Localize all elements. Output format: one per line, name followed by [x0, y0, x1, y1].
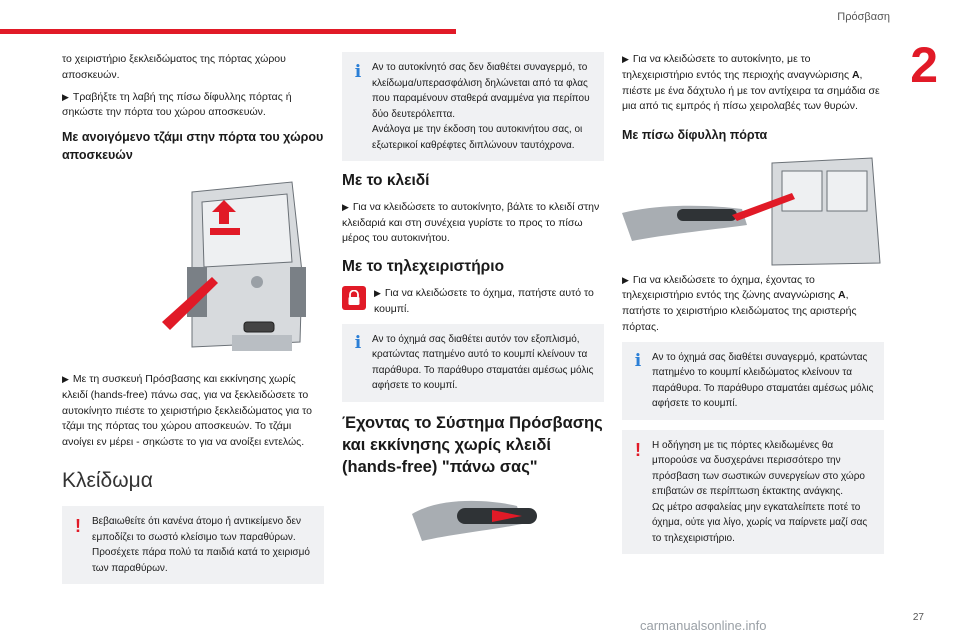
arrow-icon: ▶ [342, 201, 349, 212]
arrow-icon: ▶ [622, 54, 629, 64]
page-number: 27 [912, 612, 924, 623]
warning-icon: ! [635, 439, 641, 460]
info-box: i Αν το όχημά σας διαθέτει αυτόν τον εξοπλισμό, κρατώντας πατημένο αυτό το κουμπί κλείνουν τα παράθυρα. Το παράθυρο σταματάει αμέσως μόλις αφήσετε το κουμπί. [342, 324, 604, 402]
info-box: i Αν το αυτοκίνητό σας δεν διαθέτει συναγερμό, το κλείδωμα/υπερασφάλιση δηλώνεται από τα φλας που παραμένουν σταθερά αναμμένα για περίπου δύο δευτερόλεπτα. Ανάλογα με την έκδοση του αυτοκινήτου σας, οι εξωτερικοί καθρέφτες διπλώνουν ταυτόχρονα. [342, 52, 604, 161]
remote-lock-row: ▶ Για να κλειδώσετε το όχημα, πατήστε αυτό το κουμπί. [342, 286, 604, 318]
van-rear-illustration [62, 172, 324, 372]
door-handle-illustration [342, 486, 604, 556]
arrow-icon: ▶ [374, 288, 381, 299]
info-box: i Αν το όχημά σας διαθέτει συναγερμό, κρατώντας πατημένο το κουμπί κλειδώματος κλείνουν τα παράθυρα. Το παράθυρο σταματάει αμέσως μόλις αφήσετε το κουμπί. [622, 342, 884, 420]
top-accent-bar [0, 29, 456, 34]
column-2 [342, 52, 604, 556]
paragraph: ▶ Για να κλειδώσετε το όχημα, έχοντας το τηλεχειριστήριο εντός της ζώνης αναγνώρισης A, πατήστε το χειριστήριο κλειδώματος της αριστερής πόρτας. [622, 273, 857, 333]
section-heading-lock: Κλείδωμα [62, 468, 153, 492]
info-icon: i [634, 351, 642, 371]
info-icon: i [354, 61, 362, 82]
arrow-icon: ▶ [62, 374, 69, 384]
rear-door-illustration [622, 153, 884, 273]
section-title: Πρόσβαση [837, 11, 890, 23]
tailgate-window-illustration [62, 172, 324, 372]
paragraph: ▶ Με τη συσκευή Πρόσβασης και εκκίνησης χωρίς κλειδί (hands-free) πάνω σας, για να ξεκλειδώσετε το αυτοκίνητο πιέστε το χειριστήριο ξεκλειδώματος για το τζάμι της πόρτας του χώρου αποσκευών. Το τζάμι ανοίγει εν μέρει - σηκώστε το για να ανοίξει εντελώς. [62, 373, 312, 448]
column-1 [62, 52, 324, 594]
paragraph: ▶ Για να κλειδώσετε το αυτοκίνητο, με το τηλεχειριστήριο εντός της περιοχής αναγνώρισης A, πιέστε με ένα δάχτυλο ή με τον αντίχειρα τα σημάδια σε μια από τις εμπρός ή πίσω χειρολαβές των θυρών. [622, 53, 880, 113]
lock-icon [342, 286, 366, 310]
subheading: Με ανοιγόμενο τζάμι στην πόρτα του χώρου αποσκευών [62, 130, 324, 162]
warning-box: ! Βεβαιωθείτε ότι κανένα άτομο ή αντικείμενο δεν εμποδίζει το σωστό κλείσιμο των παραθύρων. Προσέχετε πάρα πολύ τα παιδιά κατά το χειρισμό των παραθύρων. [62, 506, 324, 584]
chapter-number: 2 [910, 37, 938, 93]
paragraph: το χειριστήριο ξεκλειδώματος της πόρτας χώρου αποσκευών. [62, 53, 286, 81]
paragraph: ▶ Τραβήξτε τη λαβή της πίσω δίφυλλης πόρτας ή σηκώστε την πόρτα του χώρου αποσκευών. [62, 90, 292, 119]
watermark: carmanualsonline.info [640, 618, 767, 633]
subheading: Με το τηλεχειριστήριο [342, 258, 505, 276]
subheading: Με πίσω δίφυλλη πόρτα [622, 128, 768, 142]
subheading: Έχοντας το Σύστημα Πρόσβασης και εκκίνησης χωρίς κλειδί (hands-free) "πάνω σας" [342, 413, 603, 477]
warning-icon: ! [75, 516, 81, 537]
info-icon: i [354, 333, 362, 354]
subheading: Με το κλειδί [342, 172, 430, 189]
column-3 [622, 52, 884, 564]
arrow-icon: ▶ [62, 91, 69, 102]
arrow-icon: ▶ [622, 274, 629, 285]
paragraph: ▶ Για να κλειδώσετε το αυτοκίνητο, βάλτε το κλειδί στην κλειδαριά και στη συνέχεια γυρίστε το προς το πίσω μέρος του αυτοκινήτου. [342, 200, 600, 245]
warning-box: ! Η οδήγηση με τις πόρτες κλειδωμένες θα μπορούσε να δυσχεράνει περισσότερο την πρόσβαση των σωστικών συνεργείων στο χώρο επιβατών σε περίπτωση έκτακτης ανάγκης. Ως μέτρο ασφαλείας μην εγκαταλείπετε ποτέ το όχημα, ούτε για λίγο, χωρίς να παίρνετε μαζί σας το τηλεχειριστήριο. [622, 430, 884, 555]
